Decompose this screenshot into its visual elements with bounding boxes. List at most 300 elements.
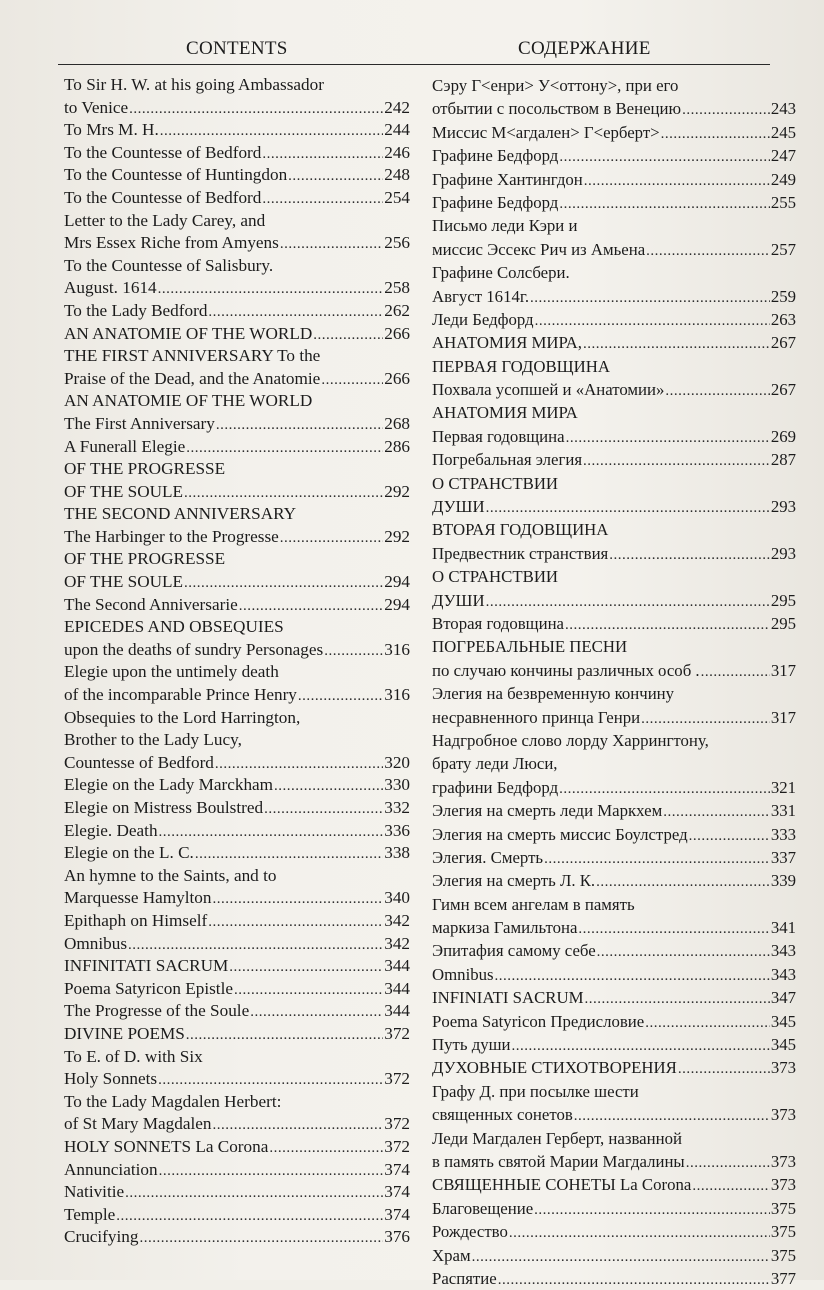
toc-entry-line — [432, 1033, 796, 1056]
toc-entry-line — [64, 684, 410, 707]
toc-page-number: 377 — [770, 1268, 796, 1288]
toc-entry-line — [432, 752, 796, 775]
toc-page-number: 316 — [384, 639, 410, 659]
dot-leader — [701, 661, 770, 682]
toc-entry-title: The Second Anniversarie — [64, 594, 238, 614]
toc-entry-line — [64, 594, 410, 617]
dot-leader — [584, 170, 770, 191]
toc-entry-title: Holy Sonnets — [64, 1069, 158, 1089]
toc-entry-title: Epithaph on Himself — [64, 910, 208, 930]
toc-entry-title: To the Countesse of Bedford — [64, 187, 262, 207]
toc-entry-line — [64, 142, 410, 165]
toc-page-number: 374 — [384, 1182, 410, 1202]
toc-entry-line — [64, 97, 410, 120]
toc-entry-title: Brother to the Lady Lucy, — [64, 730, 242, 750]
toc-entry-title: Poema Satyricon Epistle — [64, 978, 233, 998]
toc-entry-title: ДУХОВНЫЕ СТИХОТВОРЕНИЯ — [432, 1058, 677, 1078]
toc-entry-line — [64, 842, 410, 865]
toc-entry-title: Первая годовщина — [432, 426, 565, 446]
toc-entry-line — [432, 1244, 796, 1267]
toc-page-number: 245 — [770, 122, 796, 142]
toc-entry-title: OF THE PROGRESSE — [64, 549, 226, 569]
toc-entry-title: Гимн всем ангелам в память — [432, 894, 635, 914]
dot-leader — [583, 333, 770, 354]
toc-entry-title: отбытии с посольством в Венецию — [432, 99, 682, 119]
toc-entry-line — [64, 1181, 410, 1204]
dot-leader — [184, 572, 383, 594]
dot-leader — [596, 871, 770, 892]
toc-entry-title: of St Mary Magdalen — [64, 1114, 212, 1134]
toc-entry-title: О СТРАНСТВИИ — [432, 567, 559, 587]
toc-entry-line — [432, 963, 796, 986]
dot-leader — [678, 1058, 770, 1079]
dot-leader — [321, 369, 383, 391]
toc-page-number: 317 — [770, 707, 796, 727]
toc-entry-line — [432, 121, 796, 144]
dot-leader — [646, 240, 770, 261]
toc-page-number: 339 — [770, 871, 796, 891]
toc-entry-title: The Progresse of the Soule — [64, 1001, 250, 1021]
toc-entry-title: Omnibus — [64, 933, 128, 953]
toc-page-number: 337 — [770, 847, 796, 867]
toc-entry-title: Elegie. Death — [64, 820, 158, 840]
dot-leader — [661, 123, 770, 144]
toc-entry-line — [64, 368, 410, 391]
toc-entry-line — [64, 571, 410, 594]
toc-page-number: 330 — [384, 775, 410, 795]
toc-entry-line — [64, 865, 410, 888]
toc-entry-title: Вторая годовщина — [432, 613, 565, 633]
dot-leader — [298, 685, 383, 707]
toc-page-number: 343 — [770, 941, 796, 961]
toc-page-number: 342 — [384, 933, 410, 953]
toc-entry-title: To the Countesse of Huntingdon — [64, 165, 288, 185]
toc-entry-line — [64, 1091, 410, 1114]
toc-page-number: 254 — [384, 187, 410, 207]
toc-entry-line — [64, 1204, 410, 1227]
dot-leader — [512, 1035, 770, 1056]
toc-entry-title: Предвестник странствия — [432, 543, 609, 563]
toc-entry-title: Письмо леди Кэри и — [432, 216, 578, 236]
toc-entry-title: СВЯЩЕННЫЕ СОНЕТЫ La Corona — [432, 1175, 692, 1195]
dot-leader — [159, 821, 384, 843]
toc-page-number: 338 — [384, 843, 410, 863]
toc-page-number: 321 — [770, 777, 796, 797]
toc-entry-title: Графине Бедфорд — [432, 192, 559, 212]
toc-page-number: 316 — [384, 685, 410, 705]
toc-page-number: 257 — [770, 239, 796, 259]
toc-entry-line — [432, 472, 796, 495]
toc-entry-line — [432, 261, 796, 284]
toc-entry-title: ВТОРАЯ ГОДОВЩИНА — [432, 520, 609, 540]
dot-leader — [208, 911, 383, 933]
toc-page-number: 345 — [770, 1011, 796, 1031]
toc-entry-line — [432, 238, 796, 261]
dot-leader — [216, 414, 383, 436]
toc-entry-line — [432, 425, 796, 448]
toc-entry-line — [432, 612, 796, 635]
toc-page-number: 342 — [384, 910, 410, 930]
dot-leader — [195, 843, 383, 865]
toc-entry-title: Obsequies to the Lord Harrington, — [64, 707, 301, 727]
toc-entry-line — [64, 933, 410, 956]
toc-entry-line — [64, 797, 410, 820]
toc-entry-title: Temple — [64, 1204, 116, 1224]
dot-leader — [186, 437, 383, 459]
toc-page-number: 295 — [770, 613, 796, 633]
toc-entry-title: Nativitie — [64, 1182, 125, 1202]
toc-entry-line — [432, 1267, 796, 1290]
toc-page-number: 293 — [770, 543, 796, 563]
toc-page-number: 292 — [384, 526, 410, 546]
toc-entry-title: несравненного принца Генри — [432, 707, 641, 727]
toc-entry-title: Графу Д. при посылке шести — [432, 1081, 639, 1101]
toc-page-number: 372 — [384, 1136, 410, 1156]
toc-entry-title: Элегия на смерть миссис Боулстред — [432, 824, 688, 844]
dot-leader — [486, 591, 770, 612]
toc-entry-title: Погребальная элегия — [432, 450, 583, 470]
toc-page-number: 374 — [384, 1159, 410, 1179]
toc-entry-line — [432, 448, 796, 471]
toc-entry-title: ПЕРВАЯ ГОДОВЩИНА — [432, 356, 610, 376]
toc-page-number: 259 — [770, 286, 796, 306]
toc-entry-line — [64, 820, 410, 843]
toc-entry-line — [432, 799, 796, 822]
toc-entry-title: Crucifying — [64, 1227, 139, 1247]
toc-entry-line — [432, 729, 796, 752]
toc-entry-line — [432, 1197, 796, 1220]
toc-entry-title: to Venice — [64, 97, 129, 117]
toc-entry-line — [64, 548, 410, 571]
dot-leader — [609, 544, 770, 565]
toc-entry-title: INFINIATI SACRUM — [432, 988, 584, 1008]
dot-leader — [139, 1227, 383, 1249]
toc-entry-title: August. 1614 — [64, 278, 157, 298]
toc-entry-line — [64, 1000, 410, 1023]
dot-leader — [692, 1175, 770, 1196]
dot-leader — [158, 278, 384, 300]
toc-entry-title: AN ANATOMIE OF THE WORLD — [64, 391, 313, 411]
toc-entry-title: брату леди Люси, — [432, 754, 558, 774]
toc-entry-line — [64, 277, 410, 300]
toc-entry-title: Графине Хантингдон — [432, 169, 583, 189]
toc-page-number: 372 — [384, 1114, 410, 1134]
toc-entry-title: Marquesse Hamylton — [64, 888, 212, 908]
toc-entry-line — [432, 589, 796, 612]
toc-page-number: 266 — [384, 323, 410, 343]
toc-entry-line — [64, 1113, 410, 1136]
toc-entry-line — [64, 639, 410, 662]
toc-page-number: 267 — [770, 380, 796, 400]
toc-page-number: 372 — [384, 1069, 410, 1089]
toc-page-number: 343 — [770, 964, 796, 984]
toc-entry-line — [64, 774, 410, 797]
toc-entry-line — [432, 191, 796, 214]
toc-entry-line — [64, 255, 410, 278]
toc-page-number: 344 — [384, 978, 410, 998]
dot-leader — [125, 1182, 383, 1204]
dot-leader — [208, 301, 383, 323]
toc-entry-title: To Sir H. W. at his going Ambassador — [64, 75, 324, 94]
dot-leader — [578, 918, 769, 939]
dot-leader — [597, 941, 770, 962]
toc-page-number: 331 — [770, 801, 796, 821]
dot-leader — [239, 595, 383, 617]
dot-leader — [262, 188, 383, 210]
toc-page-number: 262 — [384, 300, 410, 320]
toc-page-number: 373 — [770, 1105, 796, 1125]
toc-page-number: 269 — [770, 426, 796, 446]
toc-entry-title: To the Lady Magdalen Herbert: — [64, 1091, 282, 1111]
toc-entry-line — [64, 458, 410, 481]
dot-leader — [583, 450, 770, 471]
toc-entry-line — [64, 752, 410, 775]
toc-entry-title: of the incomparable Prince Henry — [64, 685, 297, 705]
toc-entry-title: ДУШИ — [432, 497, 485, 517]
toc-entry-title: Надгробное слово лорду Харрингтону, — [432, 730, 709, 750]
dot-leader — [689, 825, 770, 846]
dot-leader — [116, 1205, 383, 1227]
toc-page-number: 256 — [384, 233, 410, 253]
toc-entry-line — [64, 955, 410, 978]
toc-page-number: 294 — [384, 572, 410, 592]
dot-leader — [129, 98, 383, 120]
toc-page-number: 341 — [770, 918, 796, 938]
toc-page-number: 375 — [770, 1198, 796, 1218]
toc-entry-title: Элегия на смерть Л. К. — [432, 871, 596, 891]
toc-entry-line — [432, 74, 796, 97]
toc-entry-title: Omnibus — [432, 964, 494, 984]
dot-leader — [159, 1160, 384, 1182]
toc-entry-title: The Harbinger to the Progresse — [64, 526, 279, 546]
toc-page-number: 268 — [384, 413, 410, 433]
english-contents-column — [64, 74, 410, 1249]
toc-entry-line — [432, 893, 796, 916]
toc-entry-line — [432, 565, 796, 588]
toc-entry-title: THE SECOND ANNIVERSARY — [64, 504, 297, 524]
toc-entry-title: священных сонетов — [432, 1105, 573, 1125]
toc-page-number: 374 — [384, 1204, 410, 1224]
dot-leader — [495, 965, 770, 986]
dot-leader — [184, 482, 383, 504]
toc-page-number: 255 — [770, 192, 796, 212]
toc-entry-line — [64, 616, 410, 639]
toc-entry-title: DIVINE POEMS — [64, 1023, 185, 1043]
toc-entry-line — [432, 682, 796, 705]
toc-entry-title: в память святой Марии Магдалины — [432, 1151, 685, 1171]
toc-entry-line — [432, 1056, 796, 1079]
toc-entry-title: INFINITATI SACRUM — [64, 956, 229, 976]
toc-page-number: 292 — [384, 481, 410, 501]
dot-leader — [128, 934, 383, 956]
toc-entry-line — [432, 823, 796, 846]
toc-entry-title: АНАТОМИЯ МИРА — [432, 403, 578, 423]
toc-entry-line — [64, 74, 410, 97]
dot-leader — [313, 324, 383, 346]
toc-entry-line — [64, 119, 410, 142]
toc-entry-title: OF THE SOULE — [64, 572, 184, 592]
toc-page-number: 340 — [384, 888, 410, 908]
toc-page-number: 320 — [384, 752, 410, 772]
toc-entry-title: Elegie on the Lady Marckham — [64, 775, 274, 795]
dot-leader — [663, 801, 770, 822]
toc-entry-title: OF THE SOULE — [64, 481, 184, 501]
toc-page-number: 248 — [384, 165, 410, 185]
toc-entry-title: графини Бедфорд — [432, 777, 559, 797]
toc-entry-line — [432, 401, 796, 424]
toc-entry-title: Графине Бедфорд — [432, 146, 559, 166]
toc-entry-line — [432, 916, 796, 939]
toc-entry-line — [64, 503, 410, 526]
dot-leader — [498, 1269, 770, 1290]
toc-entry-title: THE FIRST ANNIVERSARY To the — [64, 346, 321, 366]
toc-entry-line — [64, 345, 410, 368]
toc-entry-line — [64, 1159, 410, 1182]
toc-entry-line — [432, 331, 796, 354]
toc-page-number: 267 — [770, 333, 796, 353]
toc-entry-line — [64, 164, 410, 187]
dot-leader — [645, 1012, 770, 1033]
toc-entry-line — [432, 706, 796, 729]
toc-entry-title: Распятие — [432, 1268, 497, 1288]
toc-entry-title: Annunciation — [64, 1159, 158, 1179]
dot-leader — [686, 1152, 770, 1173]
toc-entry-line — [64, 300, 410, 323]
toc-entry-title: Леди Бедфорд — [432, 309, 534, 329]
toc-entry-line — [432, 846, 796, 869]
dot-leader — [682, 99, 770, 120]
toc-entry-line — [432, 869, 796, 892]
toc-entry-line — [64, 210, 410, 233]
toc-entry-line — [432, 1220, 796, 1243]
toc-entry-title: ДУШИ — [432, 590, 485, 610]
toc-page-number: 263 — [770, 309, 796, 329]
toc-page-number: 375 — [770, 1245, 796, 1265]
toc-entry-line — [64, 887, 410, 910]
toc-page-number: 336 — [384, 820, 410, 840]
toc-entry-title: Poema Satyricon Предисловие — [432, 1011, 645, 1031]
toc-entry-title: HOLY SONNETS La Corona — [64, 1136, 269, 1156]
dot-leader — [530, 287, 770, 308]
toc-entry-title: To the Countesse of Bedford — [64, 142, 262, 162]
toc-page-number: 373 — [770, 1151, 796, 1171]
dot-leader — [280, 527, 383, 549]
dot-leader — [566, 427, 770, 448]
toc-page-number: 344 — [384, 956, 410, 976]
toc-entry-title: Рождество — [432, 1222, 508, 1242]
dot-leader — [229, 956, 383, 978]
dot-leader — [324, 640, 383, 662]
toc-entry-line — [64, 1068, 410, 1091]
toc-entry-line — [432, 1150, 796, 1173]
toc-page-number: 242 — [384, 97, 410, 117]
dot-leader — [262, 143, 383, 165]
toc-entry-line — [432, 635, 796, 658]
toc-entry-title: upon the deaths of sundry Personages — [64, 639, 324, 659]
dot-leader — [186, 1024, 383, 1046]
toc-entry-title: Elegie on the L. C. — [64, 843, 194, 863]
dot-leader — [264, 798, 383, 820]
toc-entry-line — [432, 939, 796, 962]
toc-entry-line — [432, 518, 796, 541]
dot-leader — [565, 614, 770, 635]
dot-leader — [585, 988, 770, 1009]
toc-entry-line — [432, 1080, 796, 1103]
toc-page-number: 244 — [384, 120, 410, 140]
dot-leader — [574, 1105, 770, 1126]
toc-entry-title: Элегия на смерть леди Маркхем — [432, 801, 663, 821]
toc-entry-title: Похвала усопшей и «Анатомии» — [432, 380, 665, 400]
toc-entry-title: маркиза Гамильтона — [432, 918, 578, 938]
contents-header-en: CONTENTS — [186, 38, 288, 59]
toc-entry-line — [432, 285, 796, 308]
russian-contents-column — [432, 74, 796, 1290]
header-rule — [58, 64, 770, 65]
toc-page-number: 345 — [770, 1035, 796, 1055]
toc-page-number: 246 — [384, 142, 410, 162]
toc-page-number: 333 — [770, 824, 796, 844]
toc-entry-line — [432, 1173, 796, 1196]
toc-entry-title: Mrs Essex Riche from Amyens — [64, 233, 279, 253]
toc-entry-title: Август 1614г. — [432, 286, 530, 306]
toc-entry-title: Praise of the Dead, and the Anatomie — [64, 368, 321, 388]
toc-entry-title: EPICEDES AND OBSEQUIES — [64, 617, 284, 637]
toc-entry-title: To the Lady Bedford — [64, 300, 208, 320]
dot-leader — [158, 1069, 383, 1091]
dot-leader — [665, 380, 769, 401]
toc-entry-line — [432, 214, 796, 237]
toc-page-number: 376 — [384, 1227, 410, 1247]
toc-entry-line — [432, 542, 796, 565]
toc-page-number: 375 — [770, 1222, 796, 1242]
toc-entry-title: Леди Магдален Герберт, названной — [432, 1128, 682, 1148]
toc-entry-line — [432, 1127, 796, 1150]
toc-entry-line — [64, 481, 410, 504]
toc-entry-title: АНАТОМИЯ МИРА, — [432, 333, 582, 353]
toc-entry-line — [64, 436, 410, 459]
dot-leader — [213, 1114, 384, 1136]
toc-entry-line — [64, 978, 410, 1001]
toc-page-number: 347 — [770, 988, 796, 1008]
toc-entry-line — [432, 355, 796, 378]
toc-entry-title: To Mrs M. H. — [64, 120, 159, 140]
dot-leader — [213, 888, 384, 910]
toc-entry-title: Сэру Г<енри> У<оттону>, при его — [432, 76, 679, 95]
dot-leader — [250, 1001, 383, 1023]
toc-entry-title: Elegie upon the untimely death — [64, 662, 279, 682]
toc-page-number: 295 — [770, 590, 796, 610]
dot-leader — [288, 165, 383, 187]
toc-entry-line — [64, 323, 410, 346]
toc-entry-line — [64, 729, 410, 752]
toc-entry-title: ПОГРЕБАЛЬНЫЕ ПЕСНИ — [432, 637, 628, 657]
toc-entry-title: To the Countesse of Salisbury. — [64, 255, 274, 275]
toc-entry-title: Эпитафия самому себе — [432, 941, 596, 961]
toc-page-number: 293 — [770, 497, 796, 517]
toc-entry-title: Храм — [432, 1245, 471, 1265]
toc-entry-title: миссис Эссекс Рич из Амьена — [432, 239, 646, 259]
dot-leader — [544, 848, 770, 869]
toc-entry-line — [432, 986, 796, 1009]
toc-entry-title: The First Anniversary — [64, 413, 215, 433]
toc-entry-title: Элегия. Смерть — [432, 847, 544, 867]
toc-entry-line — [432, 776, 796, 799]
toc-entry-line — [432, 659, 796, 682]
dot-leader — [215, 753, 383, 775]
toc-entry-title: AN ANATOMIE OF THE WORLD — [64, 323, 313, 343]
toc-entry-title: Countesse of Bedford — [64, 752, 214, 772]
toc-page-number: 373 — [770, 1175, 796, 1195]
